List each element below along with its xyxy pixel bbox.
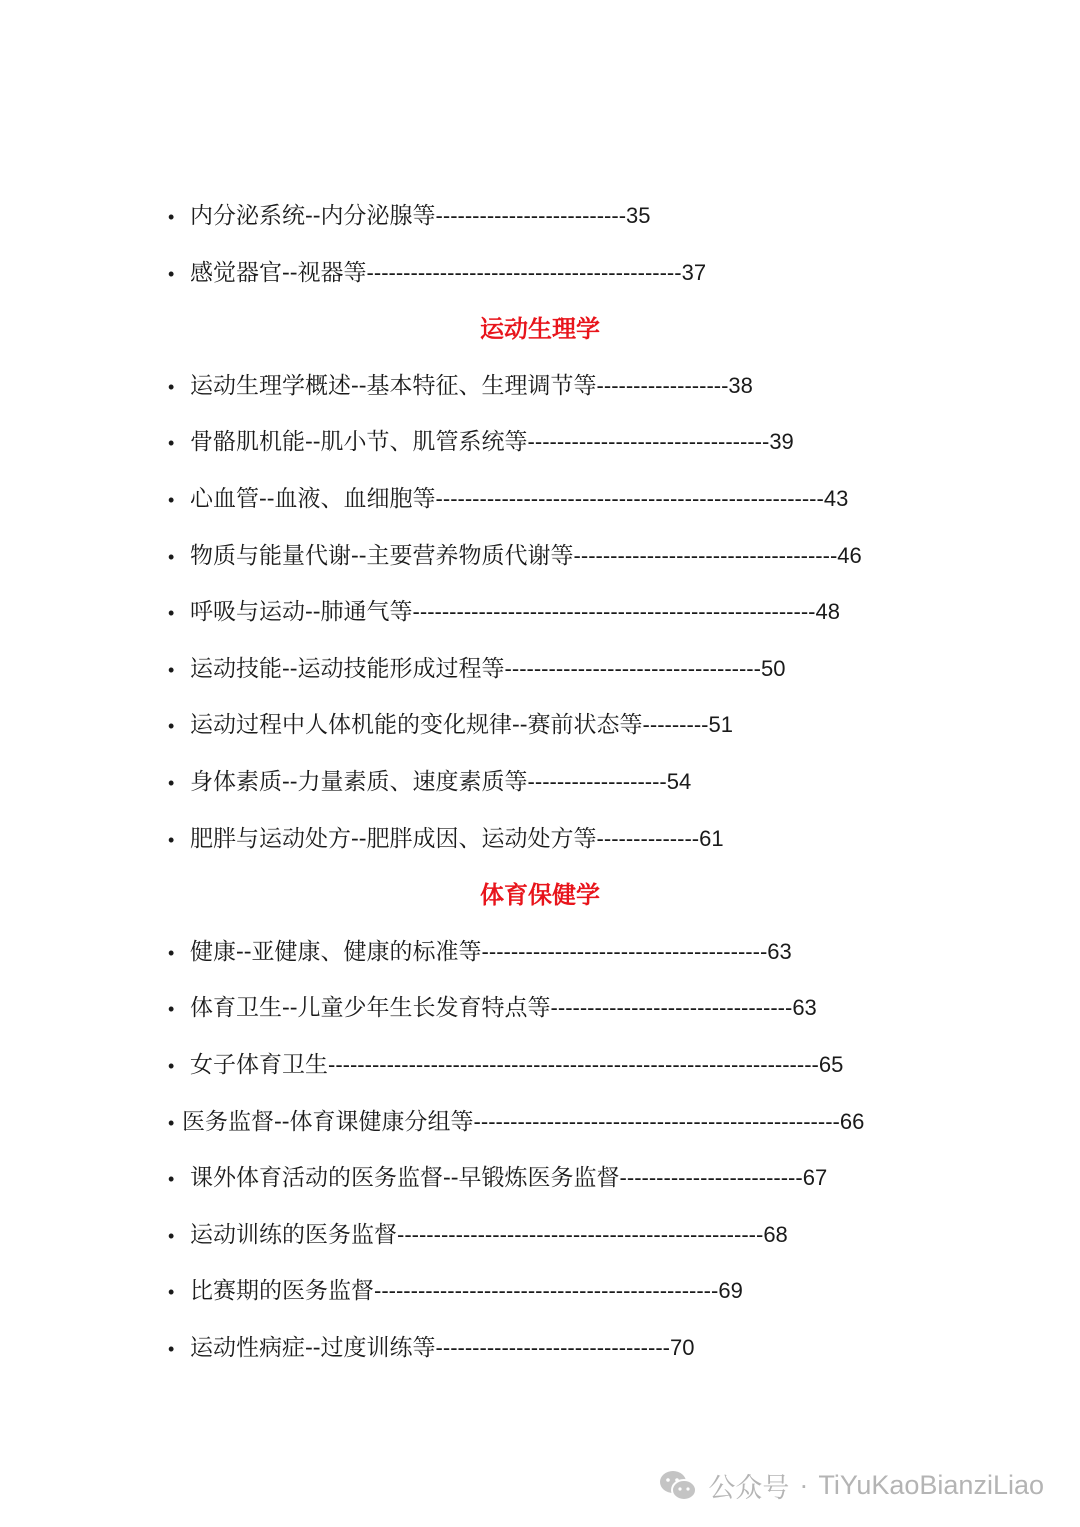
- bullet: •: [168, 1113, 175, 1133]
- toc-item: [168, 1276, 743, 1306]
- toc-item: [168, 484, 848, 514]
- toc-leader: ------------------: [596, 373, 729, 398]
- toc-page-number: 43: [823, 486, 849, 511]
- bullet: •: [168, 660, 175, 680]
- toc-item-title: 感觉器官--视器等: [190, 260, 367, 286]
- toc-item-title: 比赛期的医务监督: [190, 1278, 374, 1304]
- toc-leader: -----------------------------------------------: [374, 1278, 719, 1303]
- toc-item: [168, 1050, 843, 1080]
- watermark-separator: ·: [799, 1470, 809, 1500]
- toc-leader: --------------------------: [435, 203, 627, 228]
- toc-item-title: 心血管--血液、血细胞等: [190, 486, 436, 512]
- bullet: •: [168, 603, 175, 623]
- toc-leader: -------------------------------------------------------: [412, 599, 816, 624]
- toc-leader: ---------------------------------------: [481, 939, 768, 964]
- toc-leader: -------------------------: [619, 1165, 803, 1190]
- toc-item-title: 运动过程中人体机能的变化规律--赛前状态等: [190, 712, 643, 738]
- toc-page-number: 69: [718, 1278, 743, 1303]
- toc-page-number: 38: [728, 373, 753, 398]
- bullet: •: [168, 1339, 175, 1359]
- bullet: •: [168, 943, 175, 963]
- toc-page-number: 39: [769, 429, 794, 454]
- toc-page-number: 50: [760, 656, 786, 681]
- toc-page-number: 46: [837, 543, 862, 568]
- toc-item-title: 医务监督--体育课健康分组等: [182, 1109, 474, 1135]
- bullet: •: [168, 1226, 175, 1246]
- bullet: •: [168, 773, 175, 793]
- toc-item-title: 女子体育卫生: [190, 1052, 328, 1078]
- toc-page-number: 61: [699, 826, 724, 851]
- toc-item: [168, 767, 691, 797]
- toc-page-number: 51: [708, 712, 733, 737]
- toc-item: [168, 710, 733, 740]
- toc-page-number: 63: [792, 995, 817, 1020]
- bullet: •: [168, 1056, 175, 1076]
- bullet: •: [168, 207, 175, 227]
- watermark: [658, 1466, 1044, 1505]
- bullet: •: [168, 264, 175, 284]
- toc-page-number: 67: [802, 1165, 828, 1190]
- bullet: •: [168, 433, 175, 453]
- toc-item-title: 肥胖与运动处方--肥胖成因、运动处方等: [190, 826, 597, 852]
- toc-item: [168, 937, 792, 967]
- toc-page-number: 68: [763, 1222, 788, 1247]
- toc-item-title: 物质与能量代谢--主要营养物质代谢等: [190, 543, 574, 569]
- toc-item-title: 体育卫生--儿童少年生长发育特点等: [190, 995, 551, 1021]
- toc-page-number: 37: [681, 260, 707, 285]
- toc-item: [168, 597, 840, 627]
- toc-item-title: 健康--亚健康、健康的标准等: [190, 939, 482, 965]
- toc-item: [168, 824, 724, 854]
- toc-item-title: 内分泌系统--内分泌腺等: [190, 203, 436, 229]
- toc-item: [168, 541, 862, 571]
- toc-leader: ------------------------------------: [573, 543, 838, 568]
- toc-item: [168, 258, 706, 288]
- section-heading-sports-physiology: 运动生理学: [480, 315, 600, 343]
- toc-leader: --------------------------------------------------: [473, 1109, 840, 1134]
- toc-item: [168, 1163, 827, 1193]
- toc-leader: --------------------------------: [435, 1335, 670, 1360]
- toc-page-number: 48: [815, 599, 840, 624]
- toc-item: [168, 993, 817, 1023]
- toc-leader: -------------------------------------------: [366, 260, 682, 285]
- toc-leader: ---------------------------------: [527, 429, 770, 454]
- watermark-prefix: 公众号: [708, 1473, 790, 1503]
- watermark-account: TiYuKaoBianziLiao: [818, 1470, 1044, 1500]
- toc-page-number: 66: [839, 1109, 865, 1134]
- toc-item-title: 运动生理学概述--基本特征、生理调节等: [190, 373, 597, 399]
- toc-leader: -----------------------------------------------------: [435, 486, 824, 511]
- toc-item: [168, 1220, 788, 1250]
- toc-item-title: 运动技能--运动技能形成过程等: [190, 656, 505, 682]
- toc-leader: -------------------: [527, 769, 667, 794]
- toc-leader: --------------: [596, 826, 700, 851]
- toc-leader: -------------------------------------------------------------------: [328, 1052, 819, 1077]
- bullet: •: [168, 490, 175, 510]
- toc-item: [168, 371, 753, 401]
- toc-item: [168, 1107, 864, 1137]
- toc-item: [168, 1333, 694, 1363]
- toc-item-title: 身体素质--力量素质、速度素质等: [190, 769, 528, 795]
- bullet: •: [168, 547, 175, 567]
- bullet: •: [168, 716, 175, 736]
- toc-page-number: 35: [626, 203, 651, 228]
- bullet: •: [168, 1282, 175, 1302]
- toc-item-title: 课外体育活动的医务监督--早锻炼医务监督: [190, 1165, 620, 1191]
- toc-page-number: 54: [666, 769, 692, 794]
- toc-item: [168, 427, 794, 457]
- toc-leader: ---------------------------------: [550, 995, 793, 1020]
- toc-item-title: 呼吸与运动--肺通气等: [190, 599, 413, 625]
- wechat-icon: [658, 1469, 698, 1503]
- toc-item-title: 骨骼肌机能--肌小节、肌管系统等: [190, 429, 528, 455]
- toc-item: [168, 201, 651, 231]
- toc-item-title: 运动训练的医务监督: [190, 1222, 397, 1248]
- toc-page-number: 70: [669, 1335, 695, 1360]
- toc-leader: -----------------------------------: [504, 656, 761, 681]
- toc-item-title: 运动性病症--过度训练等: [190, 1335, 436, 1361]
- toc-page-number: 63: [767, 939, 792, 964]
- bullet: •: [168, 1169, 175, 1189]
- toc-leader: --------------------------------------------------: [397, 1222, 764, 1247]
- toc-item: [168, 654, 785, 684]
- section-heading-sports-health: 体育保健学: [480, 881, 600, 909]
- bullet: •: [168, 377, 175, 397]
- bullet: •: [168, 999, 175, 1019]
- toc-page-number: 65: [818, 1052, 844, 1077]
- bullet: •: [168, 830, 175, 850]
- toc-leader: ---------: [642, 712, 709, 737]
